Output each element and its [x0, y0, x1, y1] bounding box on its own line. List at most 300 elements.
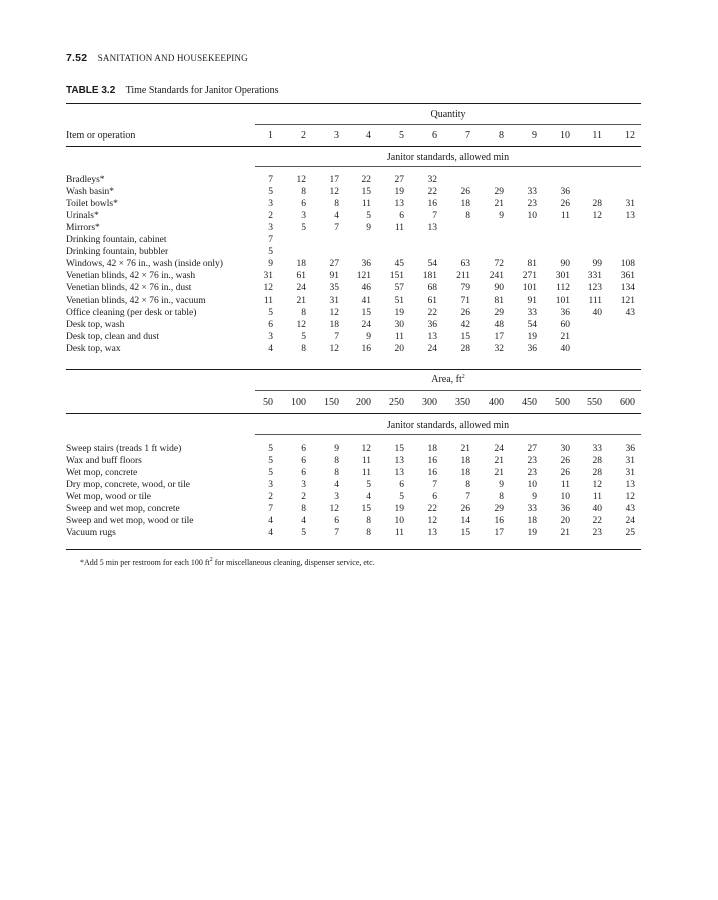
table-cell: 24	[361, 319, 371, 330]
table-cell: 121	[356, 271, 371, 282]
table-cell: 19	[527, 331, 537, 342]
row-label: Office cleaning (per desk or table)	[66, 307, 197, 318]
table-cell: 42	[460, 319, 470, 330]
table-cell: 8	[465, 480, 470, 491]
table-cell: 16	[427, 468, 437, 479]
table-cell: 331	[587, 271, 602, 282]
table-cell: 13	[394, 468, 404, 479]
table-cell: 7	[432, 211, 437, 222]
table-cell: 60	[560, 319, 570, 330]
table-cell: 15	[460, 528, 470, 539]
table-cell: 22	[361, 175, 371, 185]
table-cell: 3	[268, 480, 273, 491]
table-cell: 24	[494, 444, 504, 454]
table-cell: 3	[334, 492, 339, 503]
table-cell: 4	[268, 516, 273, 527]
table-cell: 31	[625, 199, 635, 210]
row-label: Toilet bowls*	[66, 199, 118, 210]
table-cell: 11	[361, 456, 371, 467]
table-cell: 7	[268, 235, 273, 246]
table-cell: 13	[427, 223, 437, 234]
table-cell: 6	[334, 516, 339, 527]
table-cell: 10	[560, 492, 570, 503]
table-cell: 3	[268, 223, 273, 234]
table-cell: 6	[301, 444, 306, 454]
quantity-col-header: 5	[399, 130, 404, 141]
table-label: TABLE 3.2	[66, 85, 116, 96]
table-cell: 7	[334, 331, 339, 342]
section2-subhead: Janitor standards, allowed min	[386, 420, 510, 431]
table-cell: 3	[301, 480, 306, 491]
row-header: Item or operation	[66, 130, 136, 141]
table-cell: 11	[361, 468, 371, 479]
table-top-rule	[66, 103, 641, 104]
table-cell: 7	[432, 480, 437, 491]
table-cell: 27	[394, 175, 404, 185]
area-col-header: 300	[422, 397, 437, 408]
table-cell: 361	[620, 271, 635, 282]
spanner-rule	[255, 124, 641, 125]
quantity-col-header: 2	[301, 130, 306, 141]
subhead2-rule	[255, 434, 641, 435]
table-cell: 18	[460, 199, 470, 210]
table-cell: 301	[555, 271, 570, 282]
table-cell: 3	[268, 199, 273, 210]
row-label: Mirrors*	[66, 223, 100, 234]
table-cell: 9	[366, 331, 371, 342]
table-cell: 8	[334, 468, 339, 479]
table-cell: 12	[263, 283, 273, 294]
table-cell: 4	[366, 492, 371, 503]
table-cell: 36	[625, 444, 635, 454]
table-caption	[66, 85, 279, 96]
table-cell: 61	[296, 271, 306, 282]
row-label: Sweep and wet mop, concrete	[66, 504, 180, 515]
table-cell: 26	[560, 468, 570, 479]
table-cell: 43	[625, 504, 635, 515]
row-label: Bradleys*	[66, 175, 105, 185]
table-cell: 151	[389, 271, 404, 282]
table-cell: 11	[394, 223, 404, 234]
area-spanner-sup: 2	[461, 374, 465, 380]
table-cell: 9	[334, 444, 339, 454]
table-cell: 40	[592, 307, 602, 318]
table-cell: 32	[494, 343, 504, 354]
table-cell: 15	[460, 331, 470, 342]
table-cell: 15	[394, 444, 404, 454]
table-cell: 11	[394, 331, 404, 342]
table-cell: 13	[394, 199, 404, 210]
table-cell: 32	[427, 175, 437, 185]
table-cell: 68	[427, 283, 437, 294]
table-cell: 33	[527, 187, 537, 198]
footnote-text-end: for miscellaneous cleaning, dispenser service, etc.	[212, 558, 375, 567]
table-cell: 26	[560, 456, 570, 467]
table-cell: 112	[556, 283, 570, 294]
table-cell: 14	[460, 516, 470, 527]
table-cell: 10	[527, 211, 537, 222]
table-cell: 13	[394, 456, 404, 467]
table-cell: 12	[625, 492, 635, 503]
table-cell: 90	[494, 283, 504, 294]
table-footnote	[80, 558, 375, 567]
table-cell: 26	[460, 504, 470, 515]
table-cell: 11	[560, 480, 570, 491]
table-cell: 23	[527, 468, 537, 479]
table-cell: 28	[592, 456, 602, 467]
table-cell: 3	[268, 331, 273, 342]
table-cell: 11	[263, 295, 273, 306]
row-label: Venetian blinds, 42 × 76 in., wash	[66, 271, 196, 282]
area-col-header: 600	[620, 397, 635, 408]
table-cell: 5	[366, 480, 371, 491]
table-cell: 71	[460, 295, 470, 306]
row-label: Sweep stairs (treads 1 ft wide)	[66, 444, 182, 454]
table-cell: 5	[268, 456, 273, 467]
table-cell: 12	[296, 319, 306, 330]
table-cell: 11	[394, 528, 404, 539]
table-cell: 7	[334, 223, 339, 234]
table-cell: 13	[427, 528, 437, 539]
area-col-header: 500	[555, 397, 570, 408]
table-cell: 12	[361, 444, 371, 454]
table-cell: 18	[427, 444, 437, 454]
table-cell: 18	[460, 456, 470, 467]
table-cell: 2	[301, 492, 306, 503]
table-cell: 28	[460, 343, 470, 354]
table-cell: 5	[366, 211, 371, 222]
table-cell: 22	[427, 307, 437, 318]
table-cell: 18	[527, 516, 537, 527]
table-cell: 12	[329, 187, 339, 198]
table-cell: 12	[329, 307, 339, 318]
table-cell: 19	[527, 528, 537, 539]
quantity-col-header: 12	[625, 130, 635, 141]
table-cell: 9	[499, 211, 504, 222]
table-cell: 21	[494, 456, 504, 467]
table-cell: 4	[334, 480, 339, 491]
table-cell: 27	[527, 444, 537, 454]
running-header	[66, 52, 248, 64]
area-col-header: 400	[489, 397, 504, 408]
quantity-col-header: 4	[366, 130, 371, 141]
table-cell: 16	[494, 516, 504, 527]
table-cell: 36	[361, 259, 371, 270]
table-cell: 6	[399, 480, 404, 491]
area-col-header: 50	[263, 397, 273, 408]
table-cell: 40	[592, 504, 602, 515]
table-cell: 12	[329, 504, 339, 515]
area-col-header: 200	[356, 397, 371, 408]
table-cell: 15	[361, 187, 371, 198]
table-cell: 19	[394, 307, 404, 318]
table-cell: 51	[394, 295, 404, 306]
table-cell: 6	[301, 199, 306, 210]
table-cell: 36	[427, 319, 437, 330]
table-cell: 19	[394, 504, 404, 515]
table-cell: 18	[296, 259, 306, 270]
row-label: Wax and buff floors	[66, 456, 142, 467]
table-cell: 16	[427, 199, 437, 210]
table-cell: 33	[527, 504, 537, 515]
table-cell: 123	[587, 283, 602, 294]
table-cell: 5	[268, 307, 273, 318]
area-spanner-rule	[255, 390, 641, 391]
table-cell: 13	[625, 480, 635, 491]
table-cell: 271	[522, 271, 537, 282]
table-cell: 7	[465, 492, 470, 503]
table-cell: 8	[366, 516, 371, 527]
quantity-col-header: 6	[432, 130, 437, 141]
table-cell: 21	[494, 199, 504, 210]
table-cell: 9	[268, 259, 273, 270]
table-cell: 36	[560, 504, 570, 515]
table-cell: 101	[522, 283, 537, 294]
table-cell: 8	[301, 343, 306, 354]
table-cell: 11	[592, 492, 602, 503]
table-cell: 72	[494, 259, 504, 270]
quantity-col-header: 9	[532, 130, 537, 141]
area-col-header: 100	[291, 397, 306, 408]
table-cell: 10	[394, 516, 404, 527]
table-cell: 101	[555, 295, 570, 306]
section1-subhead: Janitor standards, allowed min	[386, 152, 510, 163]
area-col-header: 450	[522, 397, 537, 408]
table-cell: 33	[527, 307, 537, 318]
table-cell: 31	[329, 295, 339, 306]
table-cell: 9	[366, 223, 371, 234]
table-cell: 91	[329, 271, 339, 282]
table-cell: 8	[499, 492, 504, 503]
table-cell: 23	[592, 528, 602, 539]
table-cell: 11	[361, 199, 371, 210]
table-cell: 63	[460, 259, 470, 270]
table-cell: 23	[527, 456, 537, 467]
table-cell: 41	[361, 295, 371, 306]
quantity-col-header: 7	[465, 130, 470, 141]
row-label: Wash basin*	[66, 187, 115, 198]
table-cell: 79	[460, 283, 470, 294]
table-cell: 6	[301, 456, 306, 467]
table-cell: 28	[592, 468, 602, 479]
table-cell: 134	[620, 283, 635, 294]
table-cell: 6	[268, 319, 273, 330]
table-cell: 27	[329, 259, 339, 270]
row-label: Dry mop, concrete, wood, or tile	[66, 480, 190, 491]
table-cell: 81	[494, 295, 504, 306]
area-spanner	[255, 374, 641, 386]
table-cell: 7	[268, 175, 273, 185]
table-cell: 46	[361, 283, 371, 294]
table-cell: 5	[301, 528, 306, 539]
table-cell: 241	[489, 271, 504, 282]
quantity-col-header: 8	[499, 130, 504, 141]
quantity-col-header: 1	[268, 130, 273, 141]
table-cell: 91	[527, 295, 537, 306]
table-cell: 19	[394, 187, 404, 198]
table-cell: 8	[301, 307, 306, 318]
table-cell: 5	[399, 492, 404, 503]
table-cell: 12	[592, 211, 602, 222]
table-cell: 15	[361, 307, 371, 318]
table-cell: 29	[494, 307, 504, 318]
section-divider-rule	[66, 369, 641, 370]
table-cell: 4	[268, 343, 273, 354]
row-label: Drinking fountain, cabinet	[66, 235, 167, 246]
table-cell: 8	[366, 528, 371, 539]
table-cell: 30	[560, 444, 570, 454]
page-number: 7.52	[66, 52, 88, 64]
table-cell: 30	[394, 319, 404, 330]
table-cell: 13	[625, 211, 635, 222]
table-cell: 2	[268, 211, 273, 222]
table-cell: 4	[334, 211, 339, 222]
table-cell: 36	[527, 343, 537, 354]
row-label: Desk top, wash	[66, 319, 125, 330]
table-cell: 12	[427, 516, 437, 527]
table-cell: 43	[625, 307, 635, 318]
row-label: Vacuum rugs	[66, 528, 116, 539]
table-cell: 18	[329, 319, 339, 330]
table-cell: 17	[494, 528, 504, 539]
row-label: Venetian blinds, 42 × 76 in., vacuum	[66, 295, 206, 306]
table-cell: 8	[334, 456, 339, 467]
table-cell: 9	[499, 480, 504, 491]
table-cell: 21	[460, 444, 470, 454]
table-cell: 12	[329, 343, 339, 354]
table-cell: 7	[334, 528, 339, 539]
table-cell: 40	[560, 343, 570, 354]
table-cell: 8	[334, 199, 339, 210]
table-cell: 26	[460, 307, 470, 318]
table-cell: 121	[620, 295, 635, 306]
row-label: Wet mop, concrete	[66, 468, 138, 479]
table-cell: 22	[427, 187, 437, 198]
table-cell: 13	[427, 331, 437, 342]
area-spanner-text: Area, ft	[431, 374, 462, 385]
table-cell: 5	[301, 223, 306, 234]
row-label: Sweep and wet mop, wood or tile	[66, 516, 194, 527]
table-cell: 5	[301, 331, 306, 342]
table-cell: 29	[494, 187, 504, 198]
table-cell: 5	[268, 187, 273, 198]
table-cell: 26	[560, 199, 570, 210]
table-cell: 5	[268, 468, 273, 479]
row-label: Desk top, wax	[66, 343, 121, 354]
table-cell: 12	[296, 175, 306, 185]
table-cell: 54	[527, 319, 537, 330]
table-cell: 57	[394, 283, 404, 294]
row-label: Venetian blinds, 42 × 76 in., dust	[66, 283, 192, 294]
table-bottom-rule	[66, 549, 641, 550]
table-cell: 6	[432, 492, 437, 503]
table-cell: 36	[560, 187, 570, 198]
table-cell: 22	[592, 516, 602, 527]
table-cell: 5	[268, 247, 273, 258]
quantity-col-header: 3	[334, 130, 339, 141]
table-cell: 31	[263, 271, 273, 282]
table-cell: 7	[268, 504, 273, 515]
table-cell: 9	[532, 492, 537, 503]
area-col-header: 250	[389, 397, 404, 408]
table-cell: 15	[361, 504, 371, 515]
row-label: Desk top, clean and dust	[66, 331, 160, 342]
table-cell: 24	[296, 283, 306, 294]
row-label: Wet mop, wood or tile	[66, 492, 151, 503]
quantity-col-header: 11	[592, 130, 602, 141]
table-cell: 61	[427, 295, 437, 306]
table-cell: 31	[625, 468, 635, 479]
footnote-text: *Add 5 min per restroom for each 100 ft	[80, 558, 210, 567]
table-cell: 10	[527, 480, 537, 491]
table-cell: 211	[456, 271, 470, 282]
table-cell: 35	[329, 283, 339, 294]
table-cell: 4	[268, 528, 273, 539]
table-cell: 6	[399, 211, 404, 222]
table-cell: 48	[494, 319, 504, 330]
table-cell: 6	[301, 468, 306, 479]
table-cell: 33	[592, 444, 602, 454]
table-cell: 12	[592, 480, 602, 491]
table-cell: 20	[394, 343, 404, 354]
column-header-rule	[66, 146, 641, 147]
table-cell: 99	[592, 259, 602, 270]
table-cell: 4	[301, 516, 306, 527]
table-cell: 20	[560, 516, 570, 527]
table-cell: 81	[527, 259, 537, 270]
table-cell: 28	[592, 199, 602, 210]
table-cell: 21	[296, 295, 306, 306]
table-cell: 5	[268, 444, 273, 454]
table-cell: 11	[560, 211, 570, 222]
table-cell: 25	[625, 528, 635, 539]
table-cell: 21	[560, 528, 570, 539]
table-cell: 16	[361, 343, 371, 354]
table-cell: 90	[560, 259, 570, 270]
table-cell: 54	[427, 259, 437, 270]
table-cell: 36	[560, 307, 570, 318]
running-head: SANITATION AND HOUSEKEEPING	[97, 53, 248, 63]
footnote-sup: 2	[209, 557, 213, 563]
quantity-spanner: Quantity	[430, 109, 466, 120]
area-col-header: 150	[324, 397, 339, 408]
table-cell: 17	[494, 331, 504, 342]
row-label: Windows, 42 × 76 in., wash (inside only)	[66, 259, 223, 270]
row-label: Urinals*	[66, 211, 99, 222]
table-cell: 16	[427, 456, 437, 467]
table-cell: 8	[301, 504, 306, 515]
table-cell: 108	[620, 259, 635, 270]
table-cell: 3	[301, 211, 306, 222]
table-cell: 8	[301, 187, 306, 198]
quantity-col-header: 10	[560, 130, 570, 141]
area-col-header: 350	[455, 397, 470, 408]
table-cell: 181	[422, 271, 437, 282]
area-header-rule	[66, 413, 641, 414]
table-cell: 31	[625, 456, 635, 467]
table-cell: 18	[460, 468, 470, 479]
table-cell: 45	[394, 259, 404, 270]
table-cell: 26	[460, 187, 470, 198]
area-col-header: 550	[587, 397, 602, 408]
row-label: Drinking fountain, bubbler	[66, 247, 169, 258]
table-cell: 2	[268, 492, 273, 503]
table-title: Time Standards for Janitor Operations	[125, 85, 279, 96]
table-cell: 21	[494, 468, 504, 479]
table-cell: 24	[427, 343, 437, 354]
table-cell: 29	[494, 504, 504, 515]
table-cell: 21	[560, 331, 570, 342]
